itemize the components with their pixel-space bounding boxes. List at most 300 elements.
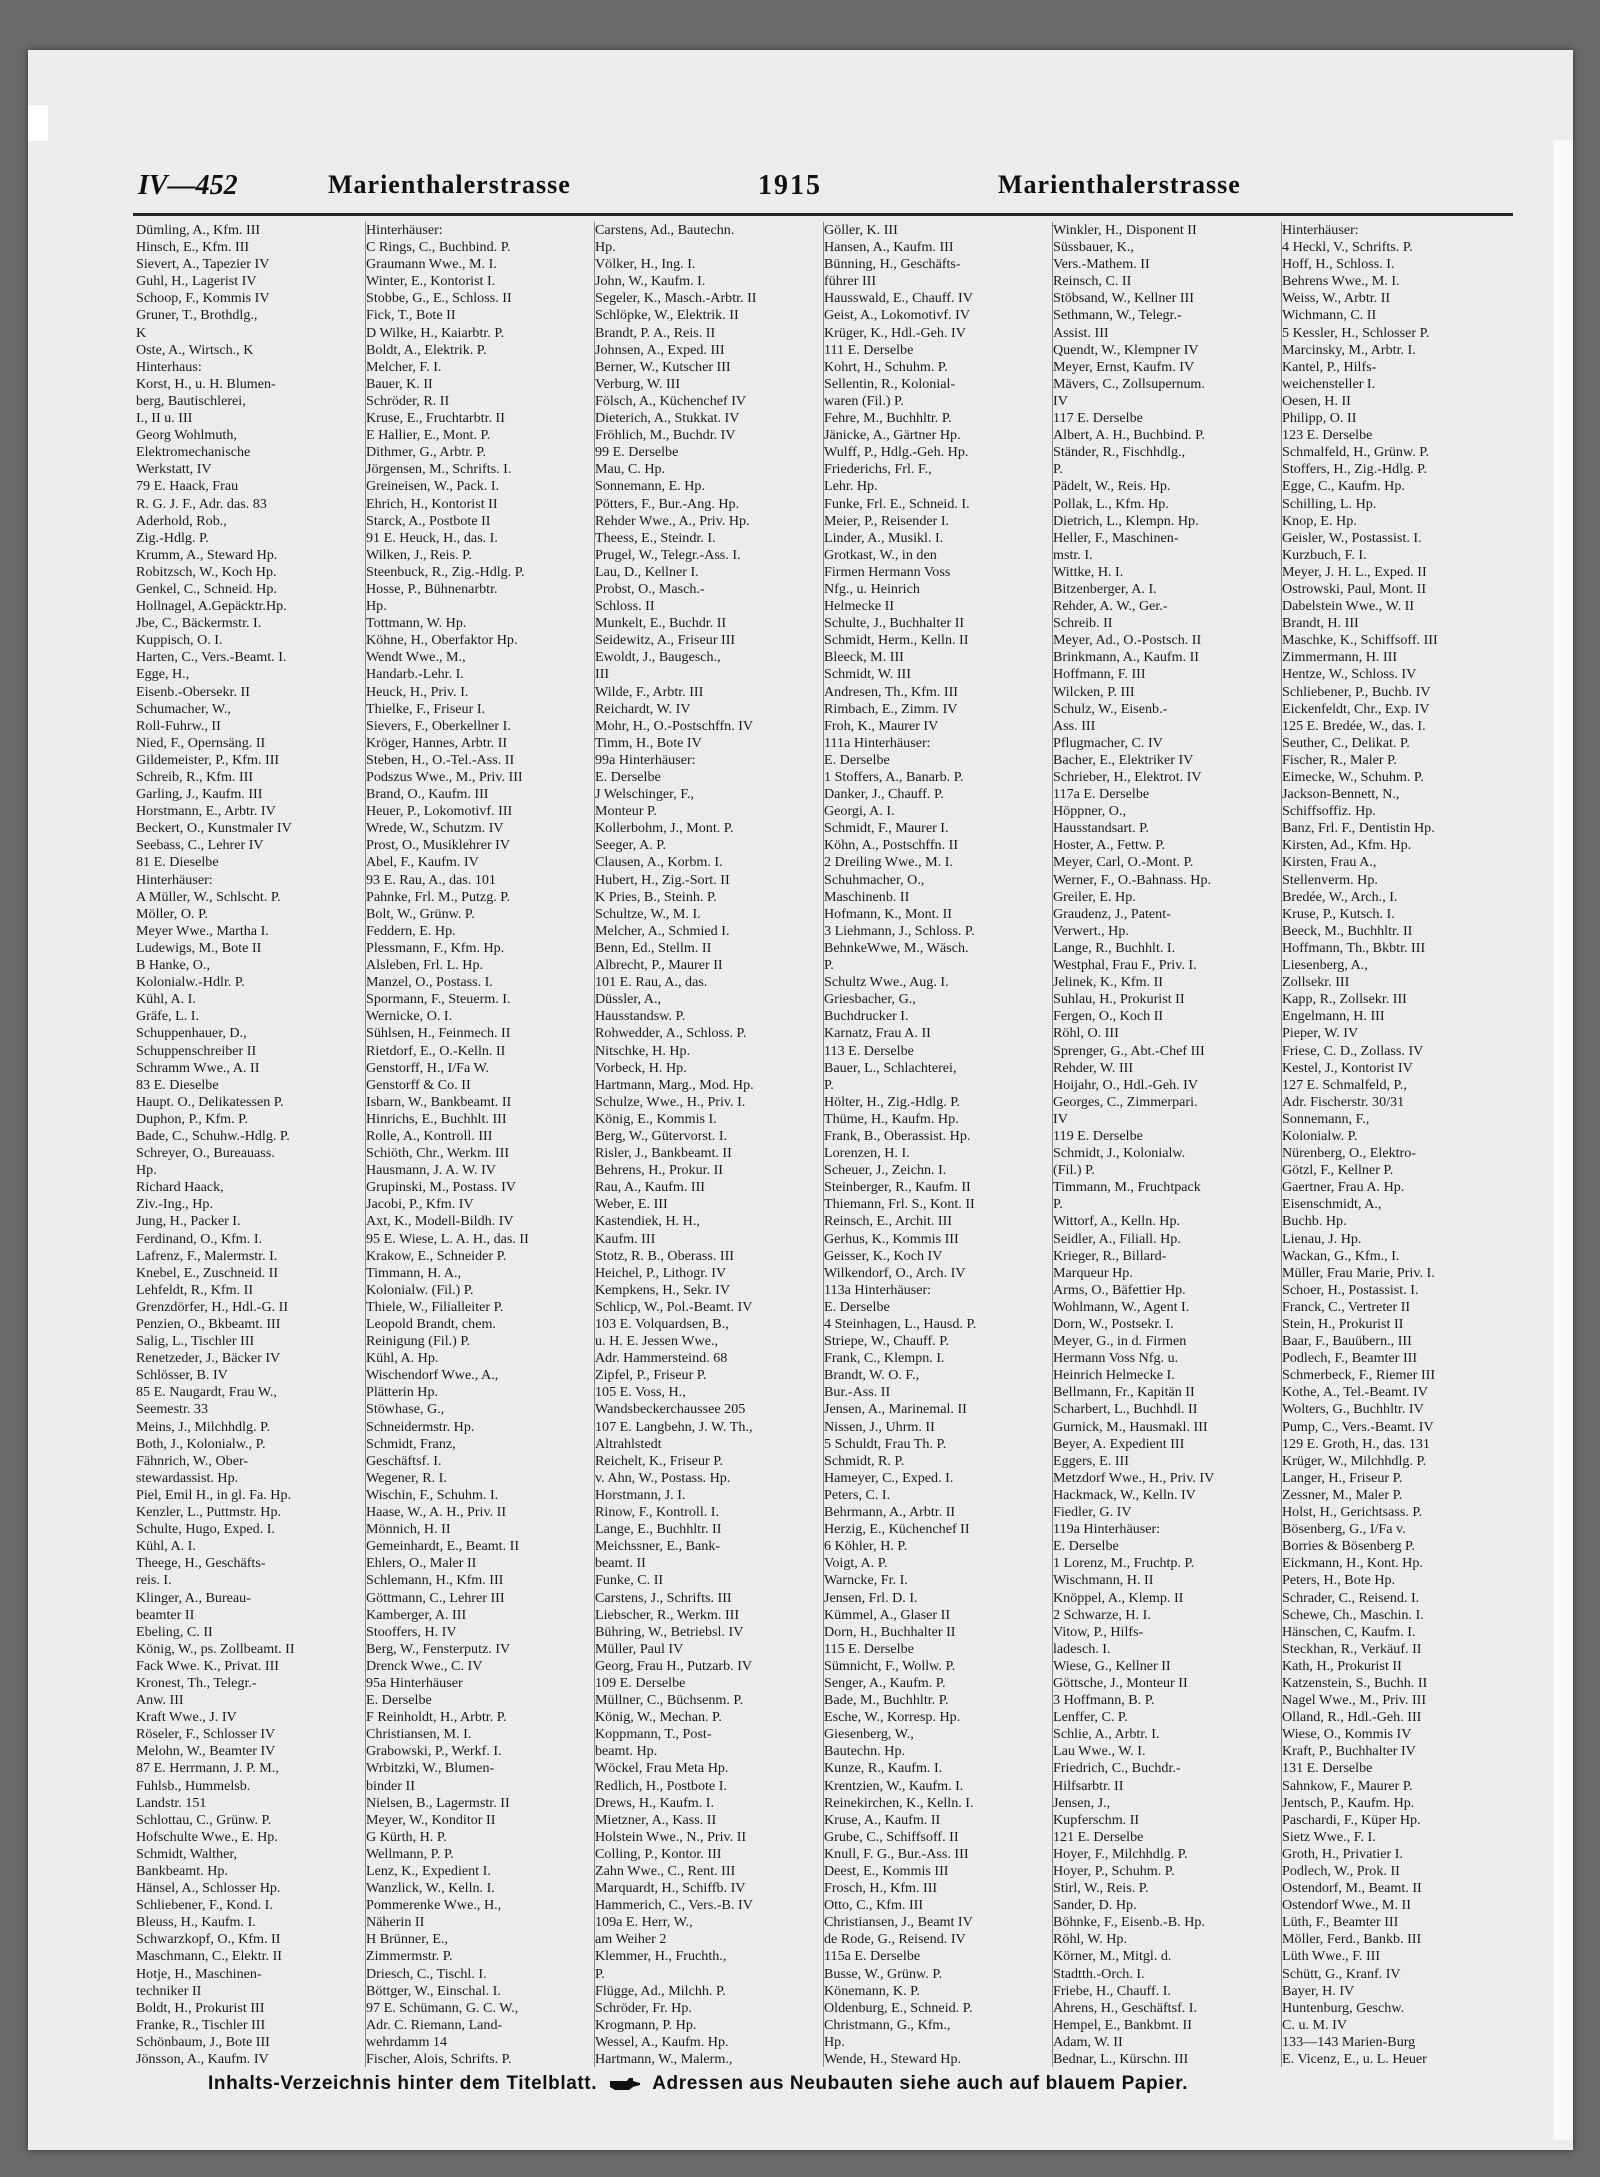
directory-entry-line: Bautechn. Hp. bbox=[824, 1743, 906, 1760]
directory-entry-line: Zimmermann, H. III bbox=[1282, 649, 1398, 666]
directory-entry-line: 1 Lorenz, M., Fruchtp. P. bbox=[1053, 1555, 1195, 1572]
directory-entry-line: berg, Bautischlerei, bbox=[136, 392, 246, 409]
directory-entry-line: Meyer, Carl, O.-Mont. P. bbox=[1053, 854, 1194, 871]
directory-entry-line: 93 E. Rau, A., das. 101 bbox=[366, 871, 496, 888]
directory-entry-line: binder II bbox=[366, 1777, 415, 1794]
directory-entry-line: Schlottau, C., Grünw. P. bbox=[136, 1811, 272, 1828]
directory-entry-line: Mohr, H., O.-Postschffn. IV bbox=[595, 717, 754, 734]
directory-entry-line: Kuppisch, O. I. bbox=[136, 632, 223, 649]
directory-entry-line: P. bbox=[1053, 1196, 1063, 1213]
directory-entry-line: Greiler, E. Hp. bbox=[1053, 888, 1136, 905]
directory-entry-line: Kothe, A., Tel.-Beamt. IV bbox=[1282, 1384, 1428, 1401]
directory-entry-line: Rehder, A. W., Ger.- bbox=[1053, 598, 1168, 615]
directory-entry-line: Müller, Paul IV bbox=[595, 1640, 684, 1657]
directory-entry-line: A Müller, W., Schlscht. P. bbox=[136, 888, 281, 905]
directory-entry-line: Böhnke, F., Eisenb.-B. Hp. bbox=[1053, 1914, 1205, 1931]
directory-entry-line: Greineisen, W., Pack. I. bbox=[366, 478, 500, 495]
directory-entry-line: Ständer, R., Fischhdlg., bbox=[1053, 444, 1186, 461]
directory-entry-line: Hinterhäuser: bbox=[366, 222, 443, 238]
directory-entry-line: Ahrens, H., Geschäftsf. I. bbox=[1053, 1999, 1198, 2016]
directory-entry-line: Busse, W., Grünw. P. bbox=[824, 1965, 943, 1982]
directory-entry-line: Röhl, O. III bbox=[1053, 1025, 1119, 1042]
directory-entry-line: Lange, R., Buchhlt. I. bbox=[1053, 939, 1176, 956]
directory-entry-line: Mau, C. Hp. bbox=[595, 461, 666, 478]
directory-entry-line: Bur.-Ass. II bbox=[824, 1384, 891, 1401]
directory-entry-line: Hp. bbox=[366, 598, 387, 615]
directory-entry-line: Pieper, W. IV bbox=[1282, 1025, 1359, 1042]
directory-entry-line: Hempel, E., Bankbmt. II bbox=[1053, 2016, 1192, 2033]
directory-entry-line: Wilde, F., Arbtr. III bbox=[595, 683, 704, 700]
directory-entry-line: Schmidt, J., Kolonialw. bbox=[1053, 1145, 1186, 1162]
directory-entry-line: R. G. J. F., Adr. das. 83 bbox=[136, 495, 267, 512]
directory-column-6 bbox=[1281, 222, 1504, 2067]
directory-entry-line: J Welschinger, F., bbox=[595, 786, 695, 803]
directory-entry-line: Bleuss, H., Kaufm. I. bbox=[136, 1914, 256, 1931]
directory-entry-line: Grabowski, P., Werkf. I. bbox=[366, 1743, 502, 1760]
directory-entry-line: Thiele, W., Filialleiter P. bbox=[366, 1298, 504, 1315]
directory-entry-line: König, W., Mechan. P. bbox=[595, 1709, 722, 1726]
directory-entry-line: Hartmann, Marg., Mod. Hp. bbox=[595, 1076, 754, 1093]
directory-entry-line: Nürenberg, O., Elektro- bbox=[1282, 1145, 1416, 1162]
directory-entry-line: Brandt, W. O. F., bbox=[824, 1367, 920, 1384]
directory-entry-line: 111 E. Derselbe bbox=[824, 341, 914, 358]
directory-entry-line: Aderhold, Rob., bbox=[136, 512, 227, 529]
directory-entry-line: Giesenberg, W., bbox=[824, 1726, 914, 1743]
directory-entry-line: Schramm Wwe., A. II bbox=[136, 1059, 260, 1076]
directory-entry-line: Schlie, A., Arbtr. I. bbox=[1053, 1726, 1160, 1743]
directory-entry-line: 117 E. Derselbe bbox=[1053, 410, 1143, 427]
directory-entry-line: Hinterhäuser: bbox=[136, 871, 213, 888]
directory-entry-line: Fehre, M., Buchhltr. P. bbox=[824, 410, 952, 427]
directory-entry-line: K bbox=[136, 324, 147, 341]
directory-entry-line: Hammerich, C., Vers.-B. IV bbox=[595, 1897, 753, 1914]
directory-entry-line: Vers.-Mathem. II bbox=[1053, 256, 1150, 273]
header-rule bbox=[133, 213, 1513, 216]
directory-entry-line: Schuppenschreiber II bbox=[136, 1042, 257, 1059]
directory-entry-line: Fischer, R., Maler P. bbox=[1282, 751, 1397, 768]
directory-entry-line: Kaufm. III bbox=[595, 1230, 656, 1247]
directory-entry-line: Wernicke, O. I. bbox=[366, 1008, 453, 1025]
directory-entry-line: stewardassist. Hp. bbox=[136, 1469, 239, 1486]
directory-entry-line: Monteur P. bbox=[595, 803, 657, 820]
directory-entry-line: Schmidt, R. P. bbox=[824, 1452, 905, 1469]
directory-columns bbox=[136, 222, 1516, 2067]
directory-entry-line: Boldt, A., Elektrik. P. bbox=[366, 341, 487, 358]
directory-entry-line: Steckhan, R., Verkäuf. II bbox=[1282, 1640, 1422, 1657]
directory-entry-line: Heichel, P., Lithogr. IV bbox=[595, 1264, 727, 1281]
directory-entry-line: Robitzsch, W., Koch Hp. bbox=[136, 563, 277, 580]
directory-entry-line: beamt. Hp. bbox=[595, 1743, 658, 1760]
directory-entry-line: Werner, F., O.-Bahnass. Hp. bbox=[1053, 871, 1212, 888]
directory-entry-line: Adr. Hammersteind. 68 bbox=[595, 1350, 728, 1367]
directory-entry-line: Plätterin Hp. bbox=[366, 1384, 439, 1401]
directory-entry-line: Egge, C., Kaufm. Hp. bbox=[1282, 478, 1405, 495]
directory-entry-line: Nielsen, B., Lagermstr. II bbox=[366, 1794, 510, 1811]
directory-entry-line: Geist, A., Lokomotivf. IV bbox=[824, 307, 971, 324]
directory-entry-line: Kühl, A. I. bbox=[136, 1538, 196, 1555]
directory-entry-line: Kunze, R., Kaufm. I. bbox=[824, 1760, 943, 1777]
directory-entry-line: Ebeling, C. II bbox=[136, 1623, 213, 1640]
directory-entry-line: Haase, W., A. H., Priv. II bbox=[366, 1504, 507, 1521]
directory-entry-line: Wulff, P., Hdlg.-Geh. Hp. bbox=[824, 444, 969, 461]
directory-entry-line: Nied, F., Opernsäng. II bbox=[136, 734, 266, 751]
directory-entry-line: Ostrowski, Paul, Mont. II bbox=[1282, 580, 1427, 597]
directory-entry-line: Schuppenhauer, D., bbox=[136, 1025, 247, 1042]
directory-entry-line: Wiese, G., Kellner II bbox=[1053, 1657, 1171, 1674]
directory-entry-line: Krogmann, P. Hp. bbox=[595, 2016, 697, 2033]
directory-entry-line: Striepe, W., Chauff. P. bbox=[824, 1333, 950, 1350]
directory-entry-line: 113 E. Derselbe bbox=[824, 1042, 914, 1059]
directory-entry-line: Meichssner, E., Bank- bbox=[595, 1538, 721, 1555]
directory-entry-line: 3 Liehmann, J., Schloss. P. bbox=[824, 922, 975, 939]
directory-entry-line: Horstmann, J. I. bbox=[595, 1486, 686, 1503]
directory-entry-line: Kolonialw. (Fil.) P. bbox=[366, 1281, 474, 1298]
directory-entry-line: Wellmann, P. P. bbox=[366, 1845, 454, 1862]
directory-entry-line: Geisler, W., Postassist. I. bbox=[1282, 529, 1422, 546]
directory-entry-line: Jentsch, P., Kaufm. Hp. bbox=[1282, 1794, 1415, 1811]
directory-entry-line: Graudenz, J., Patent- bbox=[1053, 905, 1171, 922]
directory-entry-line: Podlech, W., Prok. II bbox=[1282, 1863, 1400, 1879]
directory-entry-line: Reichardt, W. IV bbox=[595, 700, 691, 717]
directory-entry-line: Eickenfeldt, Chr., Exp. IV bbox=[1282, 700, 1430, 717]
directory-entry-line: Schoop, F., Kommis IV bbox=[136, 290, 270, 307]
directory-entry-line: Kolonialw.-Hdlr. P. bbox=[136, 974, 245, 991]
directory-entry-line: Gurnick, M., Hausmakl. III bbox=[1053, 1418, 1208, 1435]
directory-entry-line: Kröger, Hannes, Arbtr. II bbox=[366, 734, 508, 751]
directory-entry-line: Zessner, M., Maler P. bbox=[1282, 1486, 1403, 1503]
directory-entry-line: Arms, O., Bäfettier Hp. bbox=[1053, 1281, 1186, 1298]
directory-entry-line: Krakow, E., Schneider P. bbox=[366, 1247, 507, 1264]
directory-entry-line: Grupinski, M., Postass. IV bbox=[366, 1179, 516, 1196]
directory-entry-line: Wiese, O., Kommis IV bbox=[1282, 1726, 1412, 1743]
directory-entry-line: Sonnemann, E. Hp. bbox=[595, 478, 705, 495]
directory-entry-line: Rimbach, E., Zimm. IV bbox=[824, 700, 958, 717]
directory-entry-line: Schmidt, F., Maurer I. bbox=[824, 820, 949, 837]
directory-entry-line: Ostendorf, M., Beamt. II bbox=[1282, 1880, 1422, 1897]
directory-entry-line: Sümnicht, F., Wollw. P. bbox=[824, 1657, 956, 1674]
directory-entry-line: Hoyer, F., Milchhdlg. P. bbox=[1053, 1845, 1188, 1862]
directory-entry-line: 109a E. Herr, W., bbox=[595, 1914, 693, 1931]
directory-entry-line: Kath, H., Prokurist II bbox=[1282, 1657, 1402, 1674]
directory-entry-line: Huntenburg, Geschw. bbox=[1282, 1999, 1405, 2016]
directory-entry-line: Adr. Fischerstr. 30/31 bbox=[1282, 1093, 1405, 1110]
directory-entry-line: Fiedler, G. IV bbox=[1053, 1504, 1132, 1521]
directory-entry-line: Knop, E. Hp. bbox=[1282, 512, 1357, 529]
directory-entry-line: Bankbeamt. Hp. bbox=[136, 1863, 228, 1879]
directory-entry-line: Weiss, W., Arbtr. II bbox=[1282, 290, 1391, 307]
directory-entry-line: 99 E. Derselbe bbox=[595, 444, 679, 461]
footer-new-buildings-note: Adressen aus Neubauten siehe auch auf blauem Papier. bbox=[652, 2073, 1189, 2094]
directory-entry-line: Both, J., Kolonialw., P. bbox=[136, 1435, 266, 1452]
directory-entry-line: Adr. C. Riemann, Land- bbox=[366, 2016, 503, 2033]
directory-entry-line: Kantel, P., Hilfs- bbox=[1282, 358, 1377, 375]
directory-entry-line: Göttmann, C., Lehrer III bbox=[366, 1589, 505, 1606]
directory-entry-line: Hollnagel, A.Gepäcktr.Hp. bbox=[136, 598, 287, 615]
directory-entry-line: Krentzien, W., Kaufm. I. bbox=[824, 1777, 964, 1794]
directory-entry-line: Boldt, H., Prokurist III bbox=[136, 1999, 265, 2016]
directory-entry-line: 119 E. Derselbe bbox=[1053, 1127, 1143, 1144]
directory-entry-line: Reinsch, C. II bbox=[1053, 273, 1132, 290]
directory-entry-line: Wohlmann, W., Agent I. bbox=[1053, 1298, 1190, 1315]
directory-entry-line: Hausmann, J. A. W. IV bbox=[366, 1162, 496, 1179]
directory-entry-line: Sietz Wwe., F. I. bbox=[1282, 1828, 1376, 1845]
directory-entry-line: Hofschulte Wwe., E. Hp. bbox=[136, 1828, 278, 1845]
directory-entry-line: Schreyer, O., Bureauass. bbox=[136, 1145, 275, 1162]
directory-entry-line: E. Vicenz, E., u. L. Heuer bbox=[1282, 2051, 1427, 2067]
directory-entry-line: Jönsson, A., Kaufm. IV bbox=[136, 2051, 269, 2067]
directory-entry-line: Wendt Wwe., M., bbox=[366, 649, 466, 666]
directory-entry-line: Adam, W. II bbox=[1053, 2033, 1123, 2050]
directory-entry-line: Kronest, Th., Telegr.- bbox=[136, 1674, 257, 1691]
directory-entry-line: Hartmann, W., Malerm., bbox=[595, 2051, 733, 2067]
directory-entry-line: Theege, H., Geschäfts- bbox=[136, 1555, 266, 1572]
directory-entry-line: Johnsen, A., Exped. III bbox=[595, 341, 725, 358]
directory-entry-line: Reinsch, E., Archit. III bbox=[824, 1213, 952, 1230]
directory-entry-line: Sievert, A., Tapezier IV bbox=[136, 256, 270, 273]
directory-entry-line: Nfg., u. Heinrich bbox=[824, 580, 920, 597]
directory-entry-line: Meyer, Ernst, Kaufm. IV bbox=[1053, 358, 1195, 375]
directory-entry-line: E. Derselbe bbox=[824, 751, 890, 768]
directory-column-2 bbox=[365, 222, 588, 2067]
directory-entry-line: Gemeinhardt, E., Beamt. II bbox=[366, 1538, 520, 1555]
directory-entry-line: Gildemeister, P., Kfm. III bbox=[136, 751, 280, 768]
directory-entry-line: Melcher, F. I. bbox=[366, 358, 442, 375]
directory-entry-line: Jung, H., Packer I. bbox=[136, 1213, 241, 1230]
directory-entry-line: Wittke, H. I. bbox=[1053, 563, 1124, 580]
directory-entry-line: Völker, H., Ing. I. bbox=[595, 256, 696, 273]
directory-entry-line: Bellmann, Fr., Kapitän II bbox=[1053, 1384, 1195, 1401]
directory-entry-line: E. Derselbe bbox=[824, 1298, 890, 1315]
directory-entry-line: Thüme, H., Kaufm. Hp. bbox=[824, 1110, 959, 1127]
directory-entry-line: führer III bbox=[824, 273, 877, 290]
directory-entry-line: Lenffer, C. P. bbox=[1053, 1709, 1128, 1726]
directory-entry-line: Winter, E., Kontorist I. bbox=[366, 273, 496, 290]
directory-entry-line: wehrdamm 14 bbox=[366, 2033, 448, 2050]
directory-entry-line: Schulte, Hugo, Exped. I. bbox=[136, 1521, 275, 1538]
directory-entry-line: Lange, E., Buchhltr. II bbox=[595, 1521, 722, 1538]
directory-entry-line: Podszus Wwe., M., Priv. III bbox=[366, 769, 523, 785]
directory-entry-line: Behrens Wwe., M. I. bbox=[1282, 273, 1400, 290]
directory-entry-line: Benn, Ed., Stellm. II bbox=[595, 939, 712, 956]
directory-entry-line: Scheuer, J., Zeichn. I. bbox=[824, 1162, 947, 1179]
directory-entry-line: Stoffers, H., Zig.-Hdlg. P. bbox=[1282, 461, 1427, 478]
footer-index-note: Inhalts-Verzeichnis hinter dem Titelblatt. bbox=[208, 2073, 598, 2094]
directory-entry-line: Grotkast, W., in den bbox=[824, 546, 937, 563]
directory-entry-line: Lenz, K., Expedient I. bbox=[366, 1863, 491, 1879]
directory-entry-line: 95a Hinterhäuser bbox=[366, 1674, 463, 1691]
directory-entry-line: Fick, T., Bote II bbox=[366, 307, 456, 324]
directory-entry-line: Schreib. II bbox=[1053, 615, 1113, 632]
directory-entry-line: Röseler, F., Schlosser IV bbox=[136, 1726, 276, 1743]
directory-entry-line: Bauer, L., Schlachterei, bbox=[824, 1059, 957, 1076]
directory-entry-line: Kamberger, A. III bbox=[366, 1606, 467, 1623]
directory-entry-line: Dümling, A., Kfm. III bbox=[136, 222, 261, 238]
directory-entry-line: Schoer, H., Postassist. I. bbox=[1282, 1281, 1419, 1298]
directory-entry-line: Rehder Wwe., A., Priv. Hp. bbox=[595, 512, 750, 529]
directory-page bbox=[28, 50, 1573, 2150]
directory-entry-line: Hentze, W., Schloss. IV bbox=[1282, 666, 1417, 683]
directory-entry-line: Reichelt, K., Friseur P. bbox=[595, 1452, 724, 1469]
directory-entry-line: Jensen, A., Marinemal. II bbox=[824, 1401, 967, 1418]
directory-entry-line: Melohn, W., Beamter IV bbox=[136, 1743, 276, 1760]
directory-entry-line: Vitow, P., Hilfs- bbox=[1053, 1623, 1144, 1640]
directory-entry-line: 79 E. Haack, Frau bbox=[136, 478, 239, 495]
directory-entry-line: P. bbox=[1053, 461, 1063, 478]
directory-entry-line: Katzenstein, S., Buchh. II bbox=[1282, 1674, 1428, 1691]
directory-entry-line: Mietzner, A., Kass. II bbox=[595, 1811, 717, 1828]
directory-entry-line: Seemestr. 33 bbox=[136, 1401, 209, 1418]
directory-entry-line: Rolle, A., Kontroll. III bbox=[366, 1127, 493, 1144]
directory-entry-line: Liebscher, R., Werkm. III bbox=[595, 1606, 740, 1623]
directory-entry-line: Grube, C., Schiffsoff. II bbox=[824, 1828, 959, 1845]
directory-entry-line: Bolt, W., Grünw. P. bbox=[366, 905, 475, 922]
directory-entry-line: Schröder, Fr. Hp. bbox=[595, 1999, 692, 2016]
directory-entry-line: Fack Wwe. K., Privat. III bbox=[136, 1657, 279, 1674]
directory-entry-line: Maschmann, C., Elektr. II bbox=[136, 1948, 282, 1965]
directory-entry-line: 87 E. Herrmann, J. P. M., bbox=[136, 1760, 279, 1777]
directory-entry-line: Möller, O. P. bbox=[136, 905, 208, 922]
directory-entry-line: E. Derselbe bbox=[1053, 1538, 1119, 1555]
directory-entry-line: Zimmermstr. P. bbox=[366, 1948, 453, 1965]
directory-entry-line: Meyer Wwe., Martha I. bbox=[136, 922, 269, 939]
directory-entry-line: Hilfsarbtr. II bbox=[1053, 1777, 1124, 1794]
directory-entry-line: Hänsel, A., Schlosser Hp. bbox=[136, 1880, 281, 1897]
directory-entry-line: Schönbaum, J., Bote III bbox=[136, 2033, 270, 2050]
directory-entry-line: Ehrich, H., Kontorist II bbox=[366, 495, 498, 512]
directory-entry-line: Heuer, P., Lokomotivf. III bbox=[366, 803, 513, 820]
directory-entry-line: Voigt, A. P. bbox=[824, 1555, 888, 1572]
directory-entry-line: 103 E. Volquardsen, B., bbox=[595, 1316, 729, 1332]
directory-entry-line: Krüger, W., Milchhdlg. P. bbox=[1282, 1452, 1427, 1469]
directory-entry-line: Leopold Brandt, chem. bbox=[366, 1316, 496, 1332]
directory-entry-line: Wrbitzki, W., Blumen- bbox=[366, 1760, 495, 1777]
directory-entry-line: Hänschen, C, Kaufm. I. bbox=[1282, 1623, 1416, 1640]
directory-entry-line: Wilcken, P. III bbox=[1053, 683, 1135, 700]
directory-entry-line: Röhl, W. Hp. bbox=[1053, 1931, 1128, 1948]
directory-entry-line: Paschardi, F., Küper Hp. bbox=[1282, 1811, 1421, 1828]
directory-entry-line: 85 E. Naugardt, Frau W., bbox=[136, 1384, 277, 1401]
directory-entry-line: Colling, P., Kontor. III bbox=[595, 1845, 722, 1862]
directory-entry-line: Hoffmann, F. III bbox=[1053, 666, 1146, 683]
directory-entry-line: Bühring, W., Betriebsl. IV bbox=[595, 1623, 744, 1640]
directory-entry-line: Maschke, K., Schiffsoff. III bbox=[1282, 632, 1438, 649]
directory-entry-line: 5 Kessler, H., Schlosser P. bbox=[1282, 324, 1430, 341]
directory-entry-line: Seidler, A., Filiall. Hp. bbox=[1053, 1230, 1181, 1247]
directory-entry-line: Berg, W., Gütervorst. I. bbox=[595, 1127, 728, 1144]
directory-entry-line: 91 E. Heuck, H., das. I. bbox=[366, 529, 498, 546]
directory-entry-line: Schulz, W., Eisenb.- bbox=[1053, 700, 1168, 717]
directory-entry-line: Nissen, J., Uhrm. II bbox=[824, 1418, 935, 1435]
directory-entry-line: Griesbacher, G., bbox=[824, 991, 916, 1008]
directory-entry-line: Karnatz, Frau A. II bbox=[824, 1025, 931, 1042]
directory-entry-line: Richard Haack, bbox=[136, 1179, 224, 1196]
directory-entry-line: Fähnrich, W., Ober- bbox=[136, 1452, 249, 1469]
directory-entry-line: Lau Wwe., W. I. bbox=[1053, 1743, 1146, 1760]
directory-entry-line: Eggers, E. III bbox=[1053, 1452, 1129, 1469]
street-name-left: Marienthalerstrasse bbox=[328, 170, 571, 199]
directory-entry-line: Könemann, K. P. bbox=[824, 1982, 920, 1999]
directory-entry-line: Hubert, H., Zig.-Sort. II bbox=[595, 871, 730, 888]
directory-entry-line: Weber, E. III bbox=[595, 1196, 668, 1213]
directory-entry-line: Graumann Wwe., M. I. bbox=[366, 256, 497, 273]
directory-entry-line: Kolonialw. P. bbox=[1282, 1127, 1358, 1144]
directory-entry-line: Prugel, W., Telegr.-Ass. I. bbox=[595, 546, 741, 563]
directory-entry-line: Schreib, R., Kfm. III bbox=[136, 769, 254, 785]
directory-entry-line: Langer, H., Friseur P. bbox=[1282, 1469, 1403, 1486]
directory-entry-line: Schlemann, H., Kfm. III bbox=[366, 1572, 504, 1589]
directory-entry-line: Jelinek, K., Kfm. II bbox=[1053, 974, 1163, 991]
directory-entry-line: v. Ahn, W., Postass. Hp. bbox=[595, 1469, 731, 1486]
page-number: IV—452 bbox=[138, 170, 238, 201]
directory-entry-line: H Brünner, E., bbox=[366, 1931, 449, 1948]
directory-entry-line: Süssbauer, K., bbox=[1053, 239, 1134, 256]
directory-entry-line: Stöwhase, G., bbox=[366, 1401, 445, 1418]
directory-entry-line: Timmann, M., Fruchtpack bbox=[1053, 1179, 1201, 1196]
directory-entry-line: Rinow, F., Kontroll. I. bbox=[595, 1504, 720, 1521]
directory-entry-line: Salig, L., Tischler III bbox=[136, 1333, 255, 1350]
directory-entry-line: Genkel, C., Schneid. Hp. bbox=[136, 580, 277, 597]
directory-entry-line: Munkelt, E., Buchdr. II bbox=[595, 615, 727, 632]
directory-entry-line: 127 E. Schmalfeld, P., bbox=[1282, 1076, 1407, 1093]
directory-entry-line: Kruse, A., Kaufm. II bbox=[824, 1811, 941, 1828]
pointing-hand-icon bbox=[609, 2076, 641, 2092]
directory-entry-line: Holst, H., Gerichtsass. P. bbox=[1282, 1504, 1423, 1521]
directory-entry-line: Schiöth, Chr., Werkm. III bbox=[366, 1145, 510, 1162]
directory-entry-line: Dabelstein Wwe., W. II bbox=[1282, 598, 1415, 615]
directory-entry-line: Kurzbuch, F. I. bbox=[1282, 546, 1367, 563]
directory-entry-line: König, E., Kommis I. bbox=[595, 1110, 717, 1127]
directory-entry-line: Dithmer, G., Arbtr. P. bbox=[366, 444, 487, 461]
directory-entry-line: E. Derselbe bbox=[366, 1692, 432, 1709]
directory-entry-line: Mävers, C., Zollsupernum. bbox=[1053, 375, 1205, 392]
directory-entry-line: Jacobi, P., Kfm. IV bbox=[366, 1196, 474, 1213]
directory-entry-line: Danker, J., Chauff. P. bbox=[824, 786, 944, 803]
directory-entry-line: Steenbuck, R., Zig.-Hdlg. P. bbox=[366, 563, 525, 580]
directory-entry-line: Melcher, A., Schmied I. bbox=[595, 922, 730, 939]
directory-entry-line: Krüger, K., Hdl.-Geh. IV bbox=[824, 324, 966, 341]
directory-entry-line: Brandt, H. III bbox=[1282, 615, 1359, 632]
directory-entry-line: Friederichs, Frl. F., bbox=[824, 461, 932, 478]
directory-entry-line: Groth, H., Privatier I. bbox=[1282, 1845, 1403, 1862]
directory-entry-line: Göller, K. III bbox=[824, 222, 898, 238]
directory-entry-line: Wöckel, Frau Meta Hp. bbox=[595, 1760, 729, 1777]
directory-entry-line: Möller, Ferd., Bankb. III bbox=[1282, 1931, 1422, 1948]
directory-entry-line: Pahnke, Frl. M., Putzg. P. bbox=[366, 888, 511, 905]
directory-entry-line: Steben, H., O.-Tel.-Ass. II bbox=[366, 751, 515, 768]
directory-entry-line: Zahn Wwe., C., Rent. III bbox=[595, 1863, 736, 1879]
directory-entry-line: III bbox=[595, 666, 610, 683]
directory-entry-line: 111a Hinterhäuser: bbox=[824, 734, 931, 751]
directory-entry-line: Sievers, F., Oberkellner I. bbox=[366, 717, 511, 734]
directory-entry-line: Hinrichs, E., Buchhlt. III bbox=[366, 1110, 507, 1127]
directory-entry-line: Lafrenz, F., Malermstr. I. bbox=[136, 1247, 278, 1264]
directory-entry-line: 119a Hinterhäuser: bbox=[1053, 1521, 1161, 1538]
directory-entry-line: Westphal, Frau F., Priv. I. bbox=[1053, 957, 1197, 974]
directory-entry-line: Roll-Fuhrw., II bbox=[136, 717, 221, 734]
directory-entry-line: Stadtth.-Orch. I. bbox=[1053, 1965, 1145, 1982]
directory-entry-line: Podlech, F., Beamter III bbox=[1282, 1350, 1418, 1367]
directory-entry-line: Hölter, H., Zig.-Hdlg. P. bbox=[824, 1093, 961, 1110]
directory-entry-line: E Hallier, E., Mont. P. bbox=[366, 427, 491, 444]
directory-entry-line: 131 E. Derselbe bbox=[1282, 1760, 1373, 1777]
directory-entry-line: Lüth Wwe., F. III bbox=[1282, 1948, 1381, 1965]
directory-entry-line: Hp. bbox=[824, 2033, 845, 2050]
directory-entry-line: Schuhmacher, O., bbox=[824, 871, 925, 888]
directory-entry-line: John, W., Kaufm. I. bbox=[595, 273, 706, 290]
directory-entry-line: Timm, H., Bote IV bbox=[595, 734, 702, 751]
directory-entry-line: IV bbox=[1053, 392, 1068, 409]
directory-entry-line: Werkstatt, IV bbox=[136, 461, 212, 478]
